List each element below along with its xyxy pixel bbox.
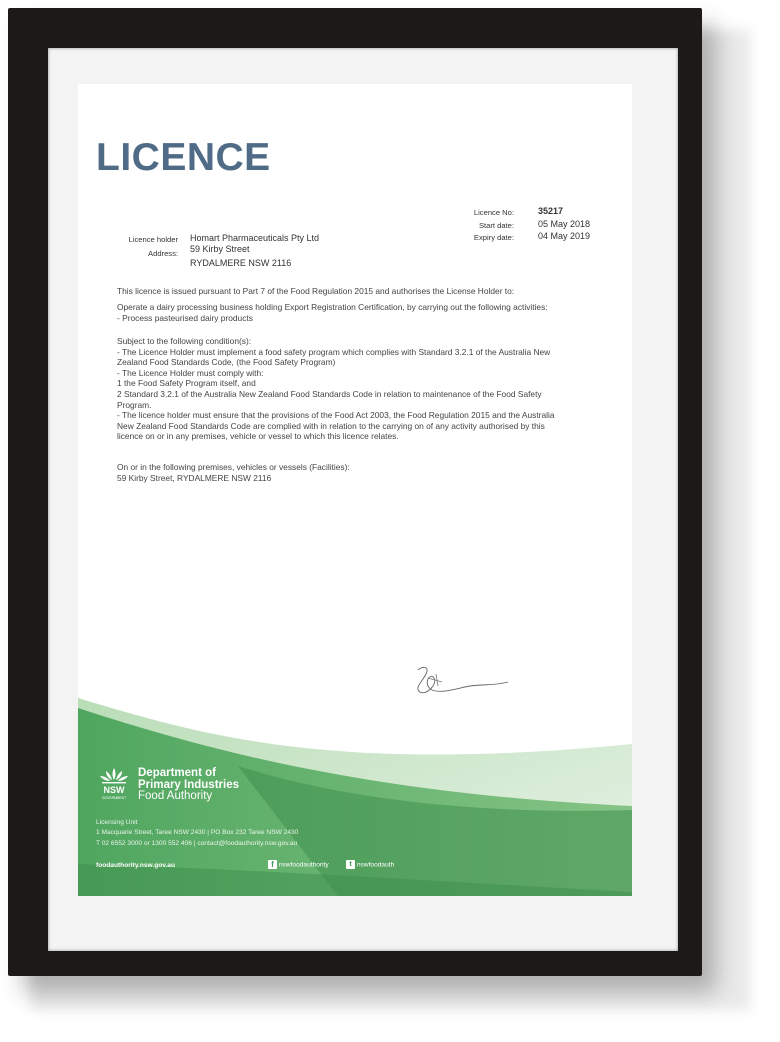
twitter-icon: t [346, 860, 355, 869]
licence-document [78, 84, 632, 896]
address-label: Address: [148, 249, 178, 258]
condition-line: Program. [117, 399, 152, 410]
condition-line: 1 the Food Safety Program itself, and [117, 378, 256, 389]
expiry-date-label: Expiry date: [473, 233, 514, 242]
condition-line: Zealand Food Standards Code, (the Food Safety Program) [117, 357, 336, 368]
nsw-logo-subtext: GOVERNMENT [101, 796, 127, 800]
facebook-handle: nswfoodauthority [278, 861, 329, 869]
footer-website[interactable]: foodauthority.nsw.gov.au [96, 862, 175, 869]
condition-line: - The licence holder must ensure that the provisions of the Food Act 2003, the Food Regulation 2015 and the Australia [117, 410, 555, 421]
facebook-icon: f [268, 860, 277, 869]
dept-line-3: Food Authority [138, 790, 213, 802]
activity-line-1: Operate a dairy processing business holding Export Registration Certification, by carrying out the following activities: [117, 302, 548, 312]
footer-address: 1 Macquarie Street, Taree NSW 2430 | PO Box 232 Taree NSW 2430 [96, 829, 299, 836]
expiry-date: 04 May 2019 [538, 231, 591, 241]
condition-line: New Zealand Food Standards Code are complied with in relation to the carrying on of any activity authorised by this [117, 420, 545, 431]
nsw-government-logo [96, 766, 132, 804]
footer-contact: T 02 6552 3000 or 1300 552 406 | contact@foodauthority.nsw.gov.au [96, 840, 298, 847]
activity-line-2: - Process pasteurised dairy products [117, 312, 253, 323]
condition-line: - The Licence Holder must implement a food safety program which complies with Standard 3.2.1 of the Australia New [117, 346, 551, 357]
dept-line-2: Primary Industries [138, 778, 239, 791]
address-line-2: RYDALMERE NSW 2116 [190, 258, 292, 268]
holder-name: Homart Pharmaceuticals Pty Ltd [190, 233, 320, 243]
conditions-block [117, 336, 554, 442]
licence-no: 35217 [538, 206, 564, 216]
condition-line: licence on or in any premises, vehicle or vessel to which this licence relates. [117, 431, 399, 442]
condition-line: Subject to the following condition(s): [117, 336, 252, 346]
condition-line: - The Licence Holder must comply with: [117, 367, 264, 378]
document-title: LICENCE [96, 136, 271, 179]
start-date-label: Start date: [478, 221, 514, 230]
authority-paragraph: This licence is issued pursuant to Part 7 of the Food Regulation 2015 and authorises the License Holder to: [117, 286, 515, 296]
footer-unit: Licensing Unit [96, 819, 138, 826]
condition-line: 2 Standard 3.2.1 of the Australia New Zealand Food Standards Code in relation to maintenance of the Food Safety [117, 388, 542, 399]
twitter-handle: nswfoodauth [356, 861, 395, 869]
premises-line-1: On or in the following premises, vehicles or vessels (Facilities): [117, 462, 350, 472]
licence-no-label: Licence No: [473, 208, 514, 217]
department-name [138, 768, 239, 803]
twitter-link[interactable] [346, 860, 394, 869]
start-date: 05 May 2018 [538, 219, 591, 229]
dept-line-1: Department of [138, 767, 216, 779]
address-line-1: 59 Kirby Street [190, 244, 250, 254]
nsw-logo-text: NSW [103, 785, 125, 795]
facebook-link[interactable] [268, 860, 329, 869]
holder-label: Licence holder [128, 235, 178, 244]
premises-line-2: 59 Kirby Street, RYDALMERE NSW 2116 [117, 472, 272, 483]
